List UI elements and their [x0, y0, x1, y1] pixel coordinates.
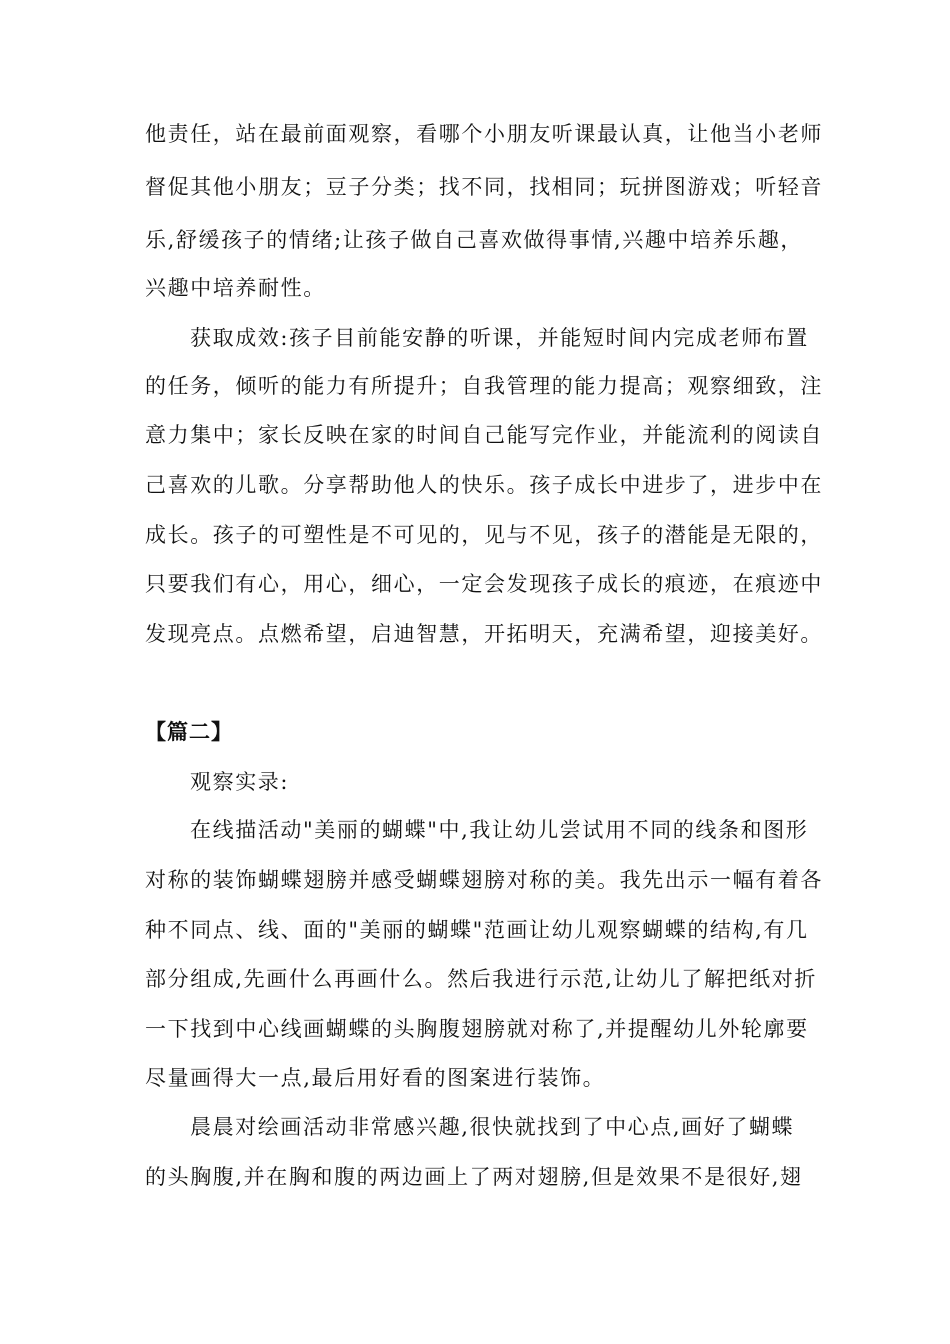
paragraph-line: 只要我们有心，用心，细心，一定会发现孩子成长的痕迹，在痕迹中	[145, 572, 823, 596]
paragraph-line: 对称的装饰蝴蝶翅膀并感受蝴蝶翅膀对称的美。我先出示一幅有着各	[145, 868, 823, 892]
paragraph-line: 部分组成,先画什么再画什么。然后我进行示范,让幼儿了解把纸对折	[145, 967, 817, 991]
paragraph-line: 获取成效:孩子目前能安静的听课，并能短时间内完成老师布置	[190, 326, 809, 350]
section-subheading: 观察实录:	[190, 770, 290, 794]
paragraph-line: 一下找到中心线画蝴蝶的头胸腹翅膀就对称了,并提醒幼儿外轮廓要	[145, 1017, 809, 1041]
paragraph-line: 意力集中；家长反映在家的时间自己能写完作业，并能流利的阅读自	[145, 423, 823, 447]
section-heading: 【篇二】	[145, 719, 233, 744]
paragraph-line: 发现亮点。点燃希望，启迪智慧，开拓明天，充满希望，迎接美好。	[145, 622, 823, 646]
paragraph-line: 的任务，倾听的能力有所提升；自我管理的能力提高；观察细致，注	[145, 374, 823, 398]
paragraph-line: 己喜欢的儿歌。分享帮助他人的快乐。孩子成长中进步了，进步中在	[145, 473, 823, 497]
paragraph-line: 乐,舒缓孩子的情绪;让孩子做自己喜欢做得事情,兴趣中培养乐趣，	[145, 228, 804, 252]
paragraph-line: 的头胸腹,并在胸和腹的两边画上了两对翅膀,但是效果不是很好,翅	[145, 1165, 803, 1189]
paragraph-line: 种不同点、线、面的"美丽的蝴蝶"范画让幼儿观察蝴蝶的结构,有几	[145, 918, 809, 942]
paragraph-line: 晨晨对绘画活动非常感兴趣,很快就找到了中心点,画好了蝴蝶	[190, 1115, 795, 1139]
paragraph-line: 他责任，站在最前面观察，看哪个小朋友听课最认真，让他当小老师	[145, 122, 823, 146]
paragraph-line: 督促其他小朋友；豆子分类；找不同，找相同；玩拼图游戏；听轻音	[145, 175, 823, 199]
paragraph-line: 在线描活动"美丽的蝴蝶"中,我让幼儿尝试用不同的线条和图形	[190, 818, 809, 842]
paragraph-line: 尽量画得大一点,最后用好看的图案进行装饰。	[145, 1066, 606, 1090]
paragraph-line: 兴趣中培养耐性。	[145, 276, 326, 300]
paragraph-line: 成长。孩子的可塑性是不可见的，见与不见，孩子的潜能是无限的，	[145, 523, 823, 547]
